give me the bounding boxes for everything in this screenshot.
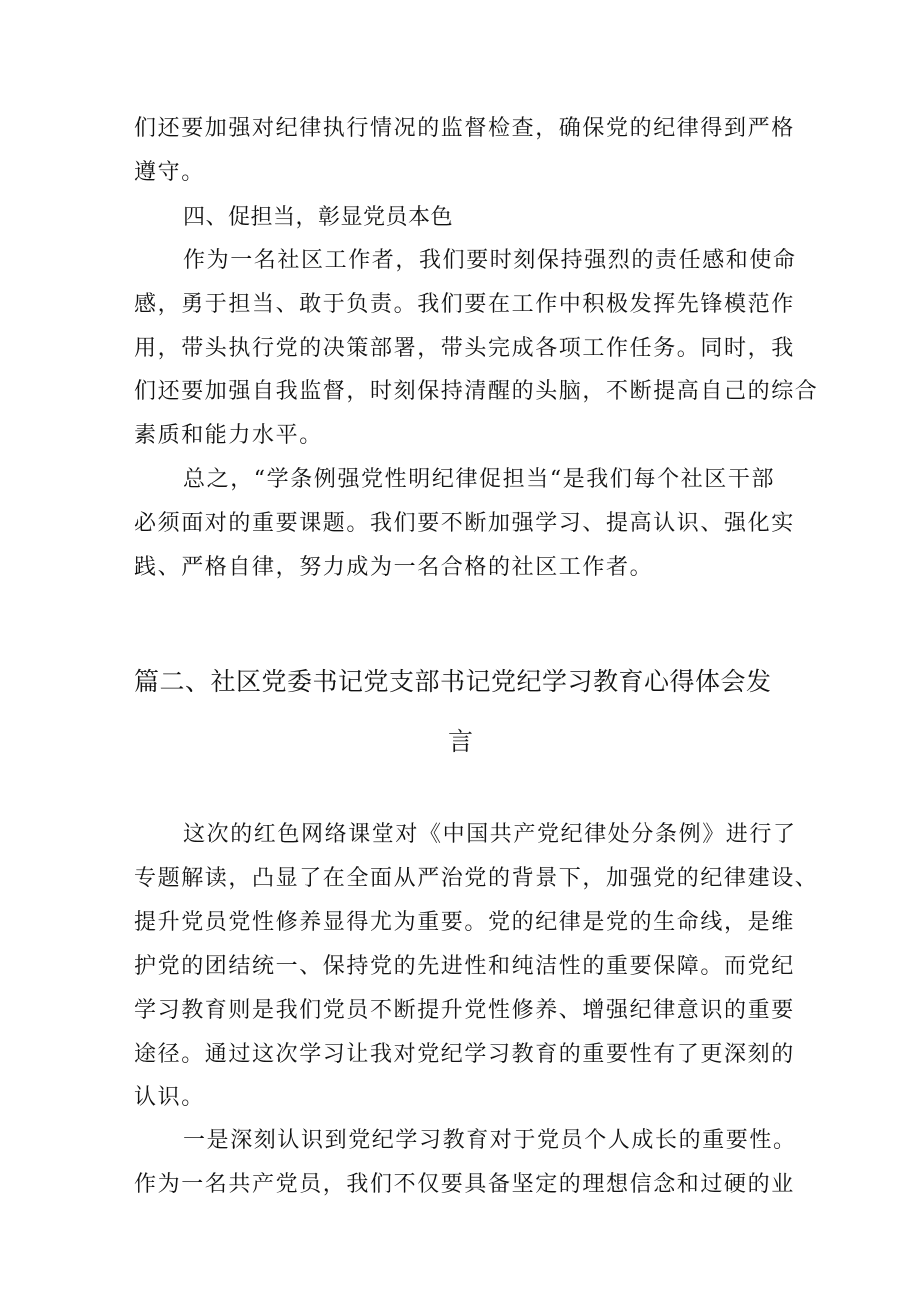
text-line: 一是深刻认识到党纪学习教育对于党员个人成长的重要性。 bbox=[183, 1128, 797, 1153]
text-line: 专题解读，凸显了在全面从严治党的背景下，加强党的纪律建设、 bbox=[134, 866, 819, 891]
text-line: 遵守。 bbox=[134, 160, 205, 185]
text-line: 作为一名社区工作者，我们要时刻保持强烈的责任感和使命 bbox=[183, 248, 797, 273]
section-heading: 四、促担当，彰显党员本色 bbox=[183, 205, 454, 230]
text-line: 总之，“学条例强党性明纪律促担当“是我们每个社区干部 bbox=[183, 467, 776, 492]
text-line: 感，勇于担当、敢于负责。我们要在工作中积极发挥先锋模范作 bbox=[134, 292, 795, 317]
text-line: 素质和能力水平。 bbox=[134, 423, 323, 448]
text-line: 们还要加强对纪律执行情况的监督检查，确保党的纪律得到严格 bbox=[134, 116, 795, 141]
text-line: 提升党员党性修养显得尤为重要。党的纪律是党的生命线，是维 bbox=[134, 910, 795, 935]
text-line: 途径。通过这次学习让我对党纪学习教育的重要性有了更深刻的 bbox=[134, 1042, 795, 1067]
text-line: 学习教育则是我们党员不断提升党性修养、增强纪律意识的重要 bbox=[134, 998, 795, 1023]
section-title-continued: 言 bbox=[448, 727, 474, 756]
text-line: 用，带头执行党的决策部署，带头完成各项工作任务。同时，我 bbox=[134, 336, 795, 361]
text-line: 们还要加强自我监督，时刻保持清醒的头脑，不断提高自己的综合 bbox=[134, 379, 819, 404]
text-line: 作为一名共产党员，我们不仅要具备坚定的理想信念和过硬的业 bbox=[134, 1172, 795, 1197]
text-line: 护党的团结统一、保持党的先进性和纯洁性的重要保障。而党纪 bbox=[134, 954, 795, 979]
text-line: 践、严格自律，努力成为一名合格的社区工作者。 bbox=[134, 555, 654, 580]
text-line: 认识。 bbox=[134, 1085, 205, 1110]
text-line: 必须面对的重要课题。我们要不断加强学习、提高认识、强化实 bbox=[134, 511, 795, 536]
text-line: 这次的红色网络课堂对《中国共产党纪律处分条例》进行了 bbox=[183, 822, 797, 847]
section-title: 篇二、社区党委书记党支部书记党纪学习教育心得体会发 bbox=[134, 667, 772, 696]
